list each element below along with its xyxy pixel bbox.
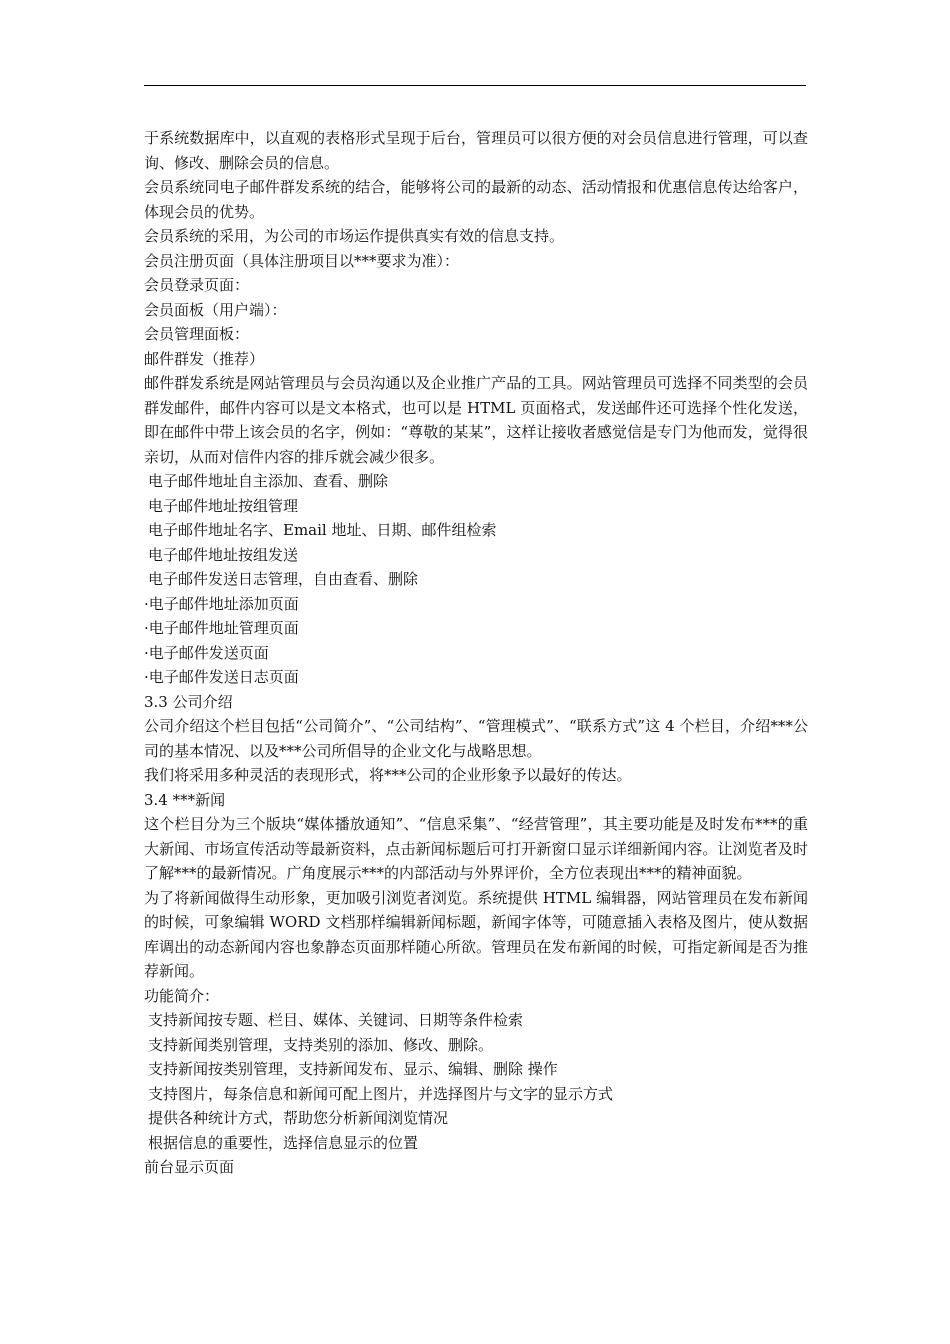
paragraph: 于系统数据库中，以直观的表格形式呈现于后台，管理员可以很方便的对会员信息进行管理，可以查询、修改、删除会员的信息。 [144,129,808,172]
paragraph: 3.4 ***新闻 [144,790,226,809]
paragraph: ·电子邮件发送日志页面 [144,668,299,686]
paragraph: 3.3 公司介绍 [144,692,233,711]
paragraph: 支持新闻按专题、栏目、媒体、关键词、日期等条件检索 [148,1011,524,1029]
paragraph: 功能简介： [144,986,220,1005]
paragraph: 邮件群发（推荐） [144,349,265,368]
paragraph: 会员登录页面： [144,276,250,294]
paragraph: 为了将新闻做得生动形象，更加吸引浏览者浏览。系统提供 HTML 编辑器，网站管理员在发布新闻的时候，可象编辑 WORD 文档那样编辑新闻标题，新闻字体等，可随意插入表格及图片，使从数据库调出的动态新闻内容也象静态页面那样随心所欲。管理员在发布新闻的时候，可指定新闻是否为推荐新闻。 [144,888,808,980]
paragraph: 支持新闻按类别管理，支持新闻发布、显示、编辑、删除 操作 [148,1060,558,1078]
paragraph: 提供各种统计方式，帮助您分析新闻浏览情况 [148,1109,449,1127]
paragraph: 我们将采用多种灵活的表现形式，将***公司的企业形象予以最好的传达。 [144,766,632,784]
paragraph: 电子邮件地址按组发送 [148,545,299,564]
paragraph: 前台显示页面 [144,1158,235,1176]
header-rule [144,85,806,86]
paragraph: ·电子邮件发送页面 [144,643,269,662]
paragraph: 邮件群发系统是网站管理员与会员沟通以及企业推广产品的工具。网站管理员可选择不同类型的会员群发邮件，邮件内容可以是文本格式，也可以是 HTML 页面格式，发送邮件还可选择个性化发送，即在邮件中带上该会员的名字，例如：“尊敬的某某”，这样让接收者感觉信是专门为他而发，觉得很亲切，从而对信件内容的排斥就会减少很多。 [144,374,808,466]
paragraph: 支持图片，每条信息和新闻可配上图片，并选择图片与文字的显示方式 [148,1084,614,1103]
paragraph: 会员注册页面（具体注册项目以***要求为准）： [144,251,460,270]
paragraph: 公司介绍这个栏目包括“公司简介”、“公司结构”、“管理模式”、“联系方式”这 4 个栏目，介绍***公司的基本情况、以及***公司所倡导的企业文化与战略思想。 [144,717,808,760]
paragraph: 电子邮件地址自主添加、查看、删除 [148,472,389,490]
paragraph: 电子邮件发送日志管理，自由查看、删除 [148,570,419,588]
paragraph: 会员管理面板： [144,325,250,343]
paragraph: 会员系统的采用，为公司的市场运作提供真实有效的信息支持。 [144,227,565,245]
paragraph: 根据信息的重要性，选择信息显示的位置 [148,1133,419,1152]
paragraph: 会员系统同电子邮件群发系统的结合，能够将公司的最新的动态、活动情报和优惠信息传达给客户，体现会员的优势。 [144,178,808,221]
paragraph: ·电子邮件地址管理页面 [144,619,299,637]
document-body [144,126,808,1180]
paragraph: ·电子邮件地址添加页面 [144,594,299,613]
paragraph: 电子邮件地址按组管理 [148,496,299,515]
paragraph: 会员面板（用户端）： [144,300,287,319]
paragraph: 电子邮件地址名字、Email 地址、日期、邮件组检索 [148,521,497,539]
paragraph: 支持新闻类别管理，支持类别的添加、修改、删除。 [148,1035,494,1054]
paragraph: 这个栏目分为三个版块“媒体播放通知”、“信息采集”、“经营管理”，其主要功能是及时发布***的重大新闻、市场宣传活动等最新资料，点击新闻标题后可打开新窗口显示详细新闻内容。让浏览者及时了解***的最新情况。广角度展示***的内部活动与外界评价，全方位表现出***的精神面貌。 [144,815,808,882]
